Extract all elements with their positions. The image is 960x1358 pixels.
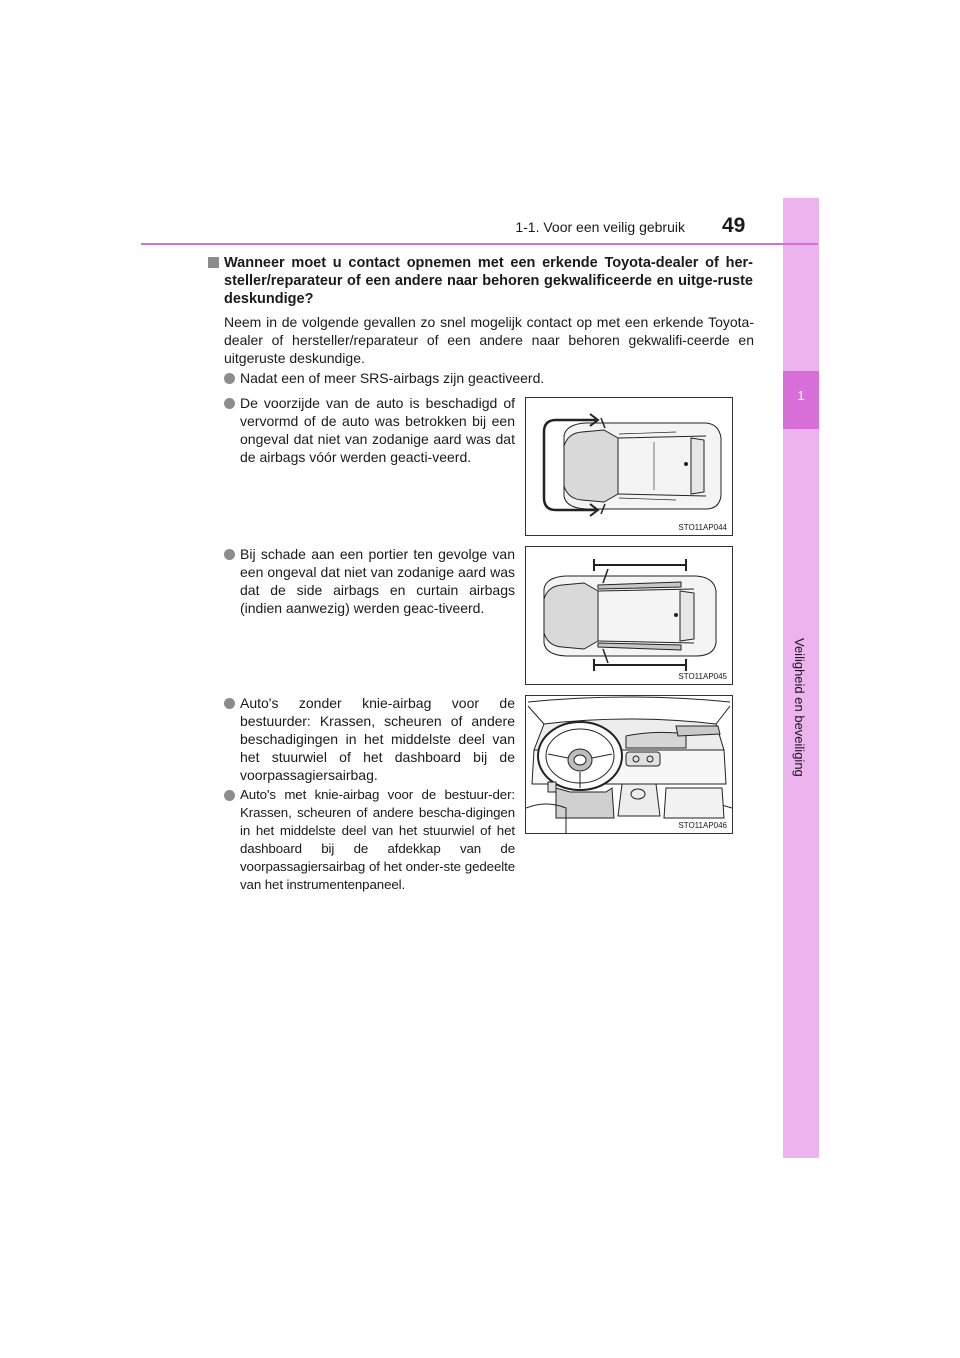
list-item-text: De voorzijde van de auto is beschadigd of vervormd of de auto was betrokken bij een ongeval dat niet van zodanige aard was dat de airbags vóór werden geacti-veerd.	[240, 395, 515, 465]
list-item	[224, 394, 515, 466]
list-item-text: Bij schade aan een portier ten gevolge van een ongeval dat niet van zodanige aard was dat de side airbags en curtain airbags (indien aanwezig) werden geac-tiveerd.	[240, 546, 515, 616]
car-top-view-front-damage-icon	[526, 398, 732, 535]
list-item	[224, 369, 764, 387]
bullet-dot-icon	[224, 698, 235, 709]
chapter-number: 1	[797, 388, 805, 403]
list-item	[224, 694, 515, 784]
figure-front-damage	[525, 397, 733, 536]
dashboard-interior-view-icon	[526, 696, 732, 833]
figure-code: STO11AP045	[678, 672, 727, 681]
list-item-text: Auto's zonder knie-airbag voor de bestuurder: Krassen, scheuren of andere beschadigingen in het middelste deel van het stuurwiel of het dashboard bij de voorpassagiersairbag.	[240, 695, 515, 783]
list-item-text: Auto's met knie-airbag voor de bestuur-der: Krassen, scheuren of andere bescha-digingen in het middelste deel van het stuurwiel of het dashboard bij de afdekkap van de voorpassagiersairbag of het onder-ste gedeelte van het instrumentenpaneel.	[240, 787, 515, 892]
figure-code: STO11AP044	[678, 523, 727, 532]
chapter-title: Veiligheid en beveiliging	[792, 638, 807, 777]
figure-code: STO11AP046	[678, 821, 727, 830]
square-bullet-icon	[208, 257, 219, 268]
chapter-side-tab	[783, 198, 819, 1158]
intro-paragraph: Neem in de volgende gevallen zo snel mogelijk contact op met een erkende Toyota-dealer of hersteller/reparateur of een andere naar behoren gekwalifi-ceerde en uitgeruste deskundige.	[224, 314, 754, 366]
page-number: 49	[722, 214, 746, 237]
list-item-text: Nadat een of meer SRS-airbags zijn geactiveerd.	[240, 370, 545, 386]
figure-side-damage	[525, 546, 733, 685]
figure-dashboard	[525, 695, 733, 834]
section-heading	[208, 254, 753, 308]
bullet-dot-icon	[224, 790, 235, 801]
car-top-view-side-damage-icon	[526, 547, 732, 684]
heading-text: Wanneer moet u contact opnemen met een erkende Toyota-dealer of her-steller/reparateur of een andere naar behoren gekwalificeerde en uitge-ruste deskundige?	[224, 255, 753, 307]
bullet-dot-icon	[224, 398, 235, 409]
header-rule	[141, 243, 818, 245]
list-item	[224, 545, 515, 617]
section-title: 1-1. Voor een veilig gebruik	[515, 219, 685, 235]
list-item	[224, 786, 515, 894]
bullet-dot-icon	[224, 549, 235, 560]
bullet-dot-icon	[224, 373, 235, 384]
